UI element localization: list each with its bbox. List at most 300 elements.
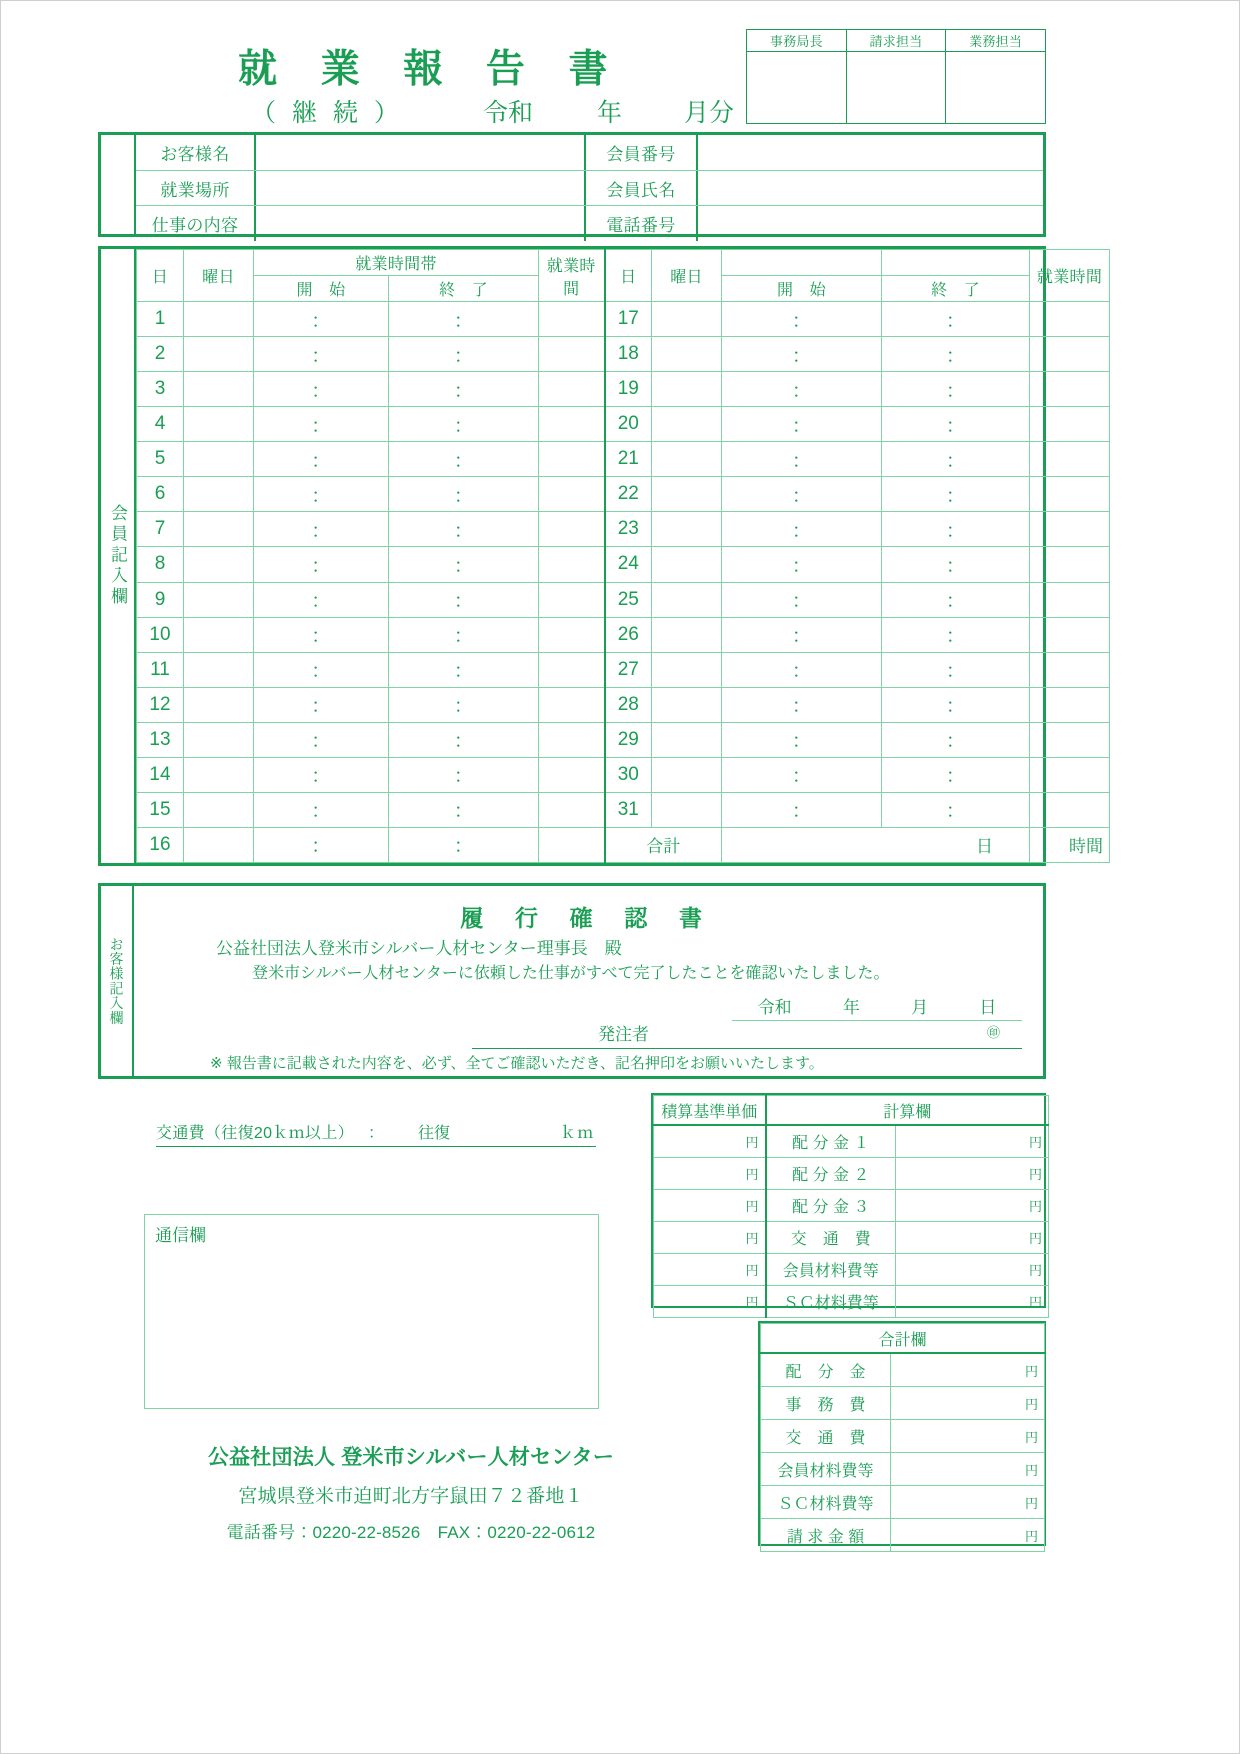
confirmation-date-month: 月 <box>911 998 929 1017</box>
calc-row <box>654 1222 1049 1254</box>
day-number-right: 27 <box>605 652 652 687</box>
end-time-input-left[interactable]: ： <box>389 827 539 862</box>
end-time-input-left[interactable]: ： <box>389 547 539 582</box>
end-time-input-right[interactable]: ： <box>882 302 1030 337</box>
work-hours-input-left[interactable] <box>539 757 605 792</box>
weekday-input-left[interactable] <box>184 547 254 582</box>
start-time-input-right[interactable]: ： <box>722 652 882 687</box>
end-time-input-left[interactable]: ： <box>389 302 539 337</box>
label-customer-name: お客様名 <box>136 135 256 170</box>
orderer-label: 発注者 <box>598 1025 649 1044</box>
day-number-right: 17 <box>605 302 652 337</box>
subtitle-continued: （ 継 続 ） <box>251 99 404 127</box>
approval-column-director <box>747 30 847 123</box>
approval-label-director: 事務局長 <box>747 30 846 52</box>
end-time-input-right[interactable]: ： <box>882 757 1030 792</box>
customer-row-1 <box>136 135 1043 170</box>
header-end-right: 終 了 <box>882 276 1030 302</box>
totals-header-row <box>761 1324 1045 1354</box>
table-row <box>137 372 1110 407</box>
work-hours-input-left[interactable] <box>539 652 605 687</box>
day-number-right: 18 <box>605 337 652 372</box>
end-time-input-right[interactable]: ： <box>882 512 1030 547</box>
weekday-input-right[interactable] <box>652 477 722 512</box>
approval-column-billing <box>847 30 947 123</box>
table-row <box>137 687 1110 722</box>
weekday-input-right[interactable] <box>652 407 722 442</box>
end-time-input-right[interactable]: ： <box>882 617 1030 652</box>
weekday-input-right[interactable] <box>652 687 722 722</box>
totals-row <box>761 1486 1045 1519</box>
start-time-input-right[interactable]: ： <box>722 337 882 372</box>
calc-unit-price-input[interactable]: 円 <box>654 1254 766 1286</box>
work-hours-input-left[interactable] <box>539 792 605 827</box>
page-title: 就 業 報 告 書 <box>238 48 624 91</box>
totals-row <box>761 1387 1045 1420</box>
approval-stamp-area-director[interactable] <box>747 52 846 123</box>
weekday-input-right[interactable] <box>652 302 722 337</box>
table-row <box>137 617 1110 652</box>
period-row <box>471 95 761 127</box>
work-hours-input-right[interactable] <box>1030 687 1110 722</box>
work-hours-input-right[interactable] <box>1030 302 1110 337</box>
weekday-input-left[interactable] <box>184 827 254 862</box>
start-time-input-left[interactable]: ： <box>254 582 389 617</box>
totals-row-label: ＳＣ材料費等 <box>761 1486 891 1519</box>
day-number-left: 5 <box>137 442 184 477</box>
header-workhours-right: 就業時間 <box>1030 250 1110 302</box>
start-time-input-right[interactable]: ： <box>722 757 882 792</box>
start-time-input-left[interactable]: ： <box>254 792 389 827</box>
end-time-input-right[interactable]: ： <box>882 477 1030 512</box>
start-time-input-right[interactable]: ： <box>722 617 882 652</box>
end-time-input-right[interactable]: ： <box>882 442 1030 477</box>
work-hours-input-left[interactable] <box>539 407 605 442</box>
day-number-left: 4 <box>137 407 184 442</box>
end-time-input-left[interactable]: ： <box>389 722 539 757</box>
end-time-input-right[interactable]: ： <box>882 792 1030 827</box>
start-time-input-right[interactable]: ： <box>722 407 882 442</box>
header-weekday-right: 曜日 <box>652 250 722 302</box>
label-job-content: 仕事の内容 <box>136 206 256 241</box>
end-time-input-right[interactable]: ： <box>882 372 1030 407</box>
end-time-input-left[interactable]: ： <box>389 582 539 617</box>
totals-header <box>761 1324 1045 1354</box>
table-row <box>137 337 1110 372</box>
weekday-input-left[interactable] <box>184 792 254 827</box>
memo-label: 通信欄 <box>155 1226 206 1245</box>
attendance-table-block <box>98 246 1104 866</box>
total-hours-value[interactable]: 時間 <box>1030 827 1110 862</box>
totals-amount-input[interactable]: 円 <box>891 1420 1045 1453</box>
calc-unit-price-input[interactable]: 円 <box>654 1190 766 1222</box>
completion-confirmation-block <box>98 883 1046 1079</box>
calc-unit-price-input[interactable]: 円 <box>654 1222 766 1254</box>
weekday-input-left[interactable] <box>184 757 254 792</box>
day-number-left: 3 <box>137 372 184 407</box>
work-hours-input-left[interactable] <box>539 582 605 617</box>
day-number-right: 20 <box>605 407 652 442</box>
calc-row <box>654 1190 1049 1222</box>
calc-amount-input[interactable]: 円 <box>896 1286 1049 1318</box>
weekday-input-left[interactable] <box>184 512 254 547</box>
end-time-input-left[interactable]: ： <box>389 652 539 687</box>
footer-organization: 公益社団法人 登米市シルバー人材センター <box>207 1446 615 1469</box>
calculation-table-block <box>651 1093 1046 1312</box>
weekday-input-left[interactable] <box>184 652 254 687</box>
weekday-input-left[interactable] <box>184 687 254 722</box>
day-number-right: 30 <box>605 757 652 792</box>
start-time-input-left[interactable]: ： <box>254 652 389 687</box>
start-time-input-left[interactable]: ： <box>254 477 389 512</box>
weekday-input-right[interactable] <box>652 337 722 372</box>
header-end-left: 終 了 <box>389 276 539 302</box>
totals-row-label: 請 求 金 額 <box>761 1519 891 1552</box>
end-time-input-left[interactable]: ： <box>389 337 539 372</box>
work-hours-input-right[interactable] <box>1030 652 1110 687</box>
day-number-right: 22 <box>605 477 652 512</box>
end-time-input-left[interactable]: ： <box>389 477 539 512</box>
weekday-input-left[interactable] <box>184 407 254 442</box>
confirmation-date-era: 令和 <box>757 998 792 1017</box>
start-time-input-left[interactable]: ： <box>254 827 389 862</box>
totals-amount-input[interactable]: 円 <box>891 1486 1045 1519</box>
work-hours-input-right[interactable] <box>1030 512 1110 547</box>
work-hours-input-right[interactable] <box>1030 757 1110 792</box>
header-day-right: 日 <box>605 250 652 302</box>
day-number-left: 13 <box>137 722 184 757</box>
calc-amount-input[interactable]: 円 <box>896 1222 1049 1254</box>
day-number-left: 1 <box>137 302 184 337</box>
weekday-input-right[interactable] <box>652 372 722 407</box>
header-start-right-top <box>722 250 882 276</box>
attendance-header <box>137 250 1110 302</box>
transport-fee-colon: ： <box>367 1125 384 1142</box>
table-row <box>137 442 1110 477</box>
start-time-input-left[interactable]: ： <box>254 617 389 652</box>
attendance-table <box>136 249 1110 863</box>
start-time-input-right[interactable]: ： <box>722 547 882 582</box>
end-time-input-left[interactable]: ： <box>389 512 539 547</box>
calc-row-label: ＳＣ材料費等 <box>766 1286 896 1318</box>
table-row <box>137 722 1110 757</box>
calculation-table <box>653 1095 1049 1318</box>
day-number-left: 16 <box>137 827 184 862</box>
work-hours-input-right[interactable] <box>1030 337 1110 372</box>
seal-mark-icon: ㊞ <box>987 1025 1001 1040</box>
work-hours-input-right[interactable] <box>1030 582 1110 617</box>
totals-amount-input[interactable]: 円 <box>891 1453 1045 1486</box>
table-row <box>137 547 1110 582</box>
transport-fee-line[interactable] <box>156 1117 596 1147</box>
start-time-input-left[interactable]: ： <box>254 547 389 582</box>
start-time-input-right[interactable]: ： <box>722 792 882 827</box>
attendance-header-row-1 <box>137 250 1110 276</box>
year-label: 年 <box>597 99 623 127</box>
day-number-right: 28 <box>605 687 652 722</box>
label-member-name: 会員氏名 <box>584 171 698 206</box>
orderer-signature-line[interactable] <box>472 1020 1022 1049</box>
weekday-input-right[interactable] <box>652 512 722 547</box>
calc-header-calc-column: 計算欄 <box>766 1096 1049 1126</box>
attendance-grid <box>134 249 1104 863</box>
day-number-right: 29 <box>605 722 652 757</box>
work-hours-input-right[interactable] <box>1030 477 1110 512</box>
weekday-input-left[interactable] <box>184 582 254 617</box>
weekday-input-left[interactable] <box>184 477 254 512</box>
confirmation-body-text: 登米市シルバー人材センターに依頼した仕事がすべて完了したことを確認いたしました。 <box>252 965 890 982</box>
customer-row-2 <box>136 170 1043 206</box>
work-hours-input-left[interactable] <box>539 442 605 477</box>
day-number-right: 31 <box>605 792 652 827</box>
attendance-body <box>137 302 1110 863</box>
weekday-input-right[interactable] <box>652 442 722 477</box>
day-number-left: 9 <box>137 582 184 617</box>
input-member-number[interactable] <box>698 135 1043 170</box>
table-row <box>137 302 1110 337</box>
work-hours-input-right[interactable] <box>1030 722 1110 757</box>
confirmation-date-year: 年 <box>842 998 860 1017</box>
totals-row-label: 配 分 金 <box>761 1353 891 1387</box>
work-hours-input-left[interactable] <box>539 337 605 372</box>
weekday-input-left[interactable] <box>184 442 254 477</box>
start-time-input-left[interactable]: ： <box>254 722 389 757</box>
work-hours-input-left[interactable] <box>539 512 605 547</box>
weekday-input-left[interactable] <box>184 617 254 652</box>
calculation-body <box>654 1125 1049 1318</box>
end-time-input-right[interactable]: ： <box>882 547 1030 582</box>
input-phone-number[interactable] <box>698 206 1043 241</box>
totals-table-block <box>758 1321 1046 1546</box>
weekday-input-left[interactable] <box>184 302 254 337</box>
confirmation-side-label <box>101 886 134 1076</box>
calc-row <box>654 1125 1049 1158</box>
total-days-value[interactable]: 日 <box>722 827 1030 862</box>
day-number-left: 8 <box>137 547 184 582</box>
day-number-right: 25 <box>605 582 652 617</box>
weekday-input-right[interactable] <box>652 722 722 757</box>
calc-row <box>654 1286 1049 1318</box>
table-row <box>137 652 1110 687</box>
work-hours-input-left[interactable] <box>539 617 605 652</box>
end-time-input-left[interactable]: ： <box>389 757 539 792</box>
calc-row-label: 交 通 費 <box>766 1222 896 1254</box>
work-hours-input-right[interactable] <box>1030 617 1110 652</box>
start-time-input-left[interactable]: ： <box>254 407 389 442</box>
transport-roundtrip-label: 往復 <box>417 1125 450 1142</box>
label-work-location: 就業場所 <box>136 171 256 206</box>
totals-row <box>761 1420 1045 1453</box>
totals-table <box>760 1323 1045 1552</box>
input-work-location[interactable] <box>256 171 584 206</box>
totals-amount-input[interactable]: 円 <box>891 1387 1045 1420</box>
calculation-header <box>654 1096 1049 1126</box>
table-row <box>137 792 1110 827</box>
calc-amount-input[interactable]: 円 <box>896 1158 1049 1190</box>
start-time-input-right[interactable]: ： <box>722 512 882 547</box>
calc-header-unit-price: 積算基準単価 <box>654 1096 766 1126</box>
totals-row <box>761 1453 1045 1486</box>
work-hours-input-left[interactable] <box>539 687 605 722</box>
weekday-input-right[interactable] <box>652 792 722 827</box>
day-number-left: 12 <box>137 687 184 722</box>
customer-row-3 <box>136 205 1043 241</box>
weekday-input-right[interactable] <box>652 617 722 652</box>
calc-row-label: 配 分 金 ３ <box>766 1190 896 1222</box>
totals-row-label: 会員材料費等 <box>761 1453 891 1486</box>
weekday-input-right[interactable] <box>652 757 722 792</box>
totals-amount-input[interactable]: 円 <box>891 1353 1045 1387</box>
weekday-input-right[interactable] <box>652 652 722 687</box>
label-member-number: 会員番号 <box>584 135 698 170</box>
confirmation-note: ※ 報告書に記載された内容を、必ず、全てご確認いただき、記名押印をお願いいたします。 <box>210 1055 824 1072</box>
calc-row-label: 会員材料費等 <box>766 1254 896 1286</box>
confirmation-addressee: 公益社団法人登米市シルバー人材センター理事長 殿 <box>216 939 622 958</box>
start-time-input-right[interactable]: ： <box>722 687 882 722</box>
totals-row <box>761 1353 1045 1387</box>
approval-stamp-area-operations[interactable] <box>946 52 1045 123</box>
start-time-input-right[interactable]: ： <box>722 477 882 512</box>
end-time-input-right[interactable]: ： <box>882 687 1030 722</box>
approval-stamp-area-billing[interactable] <box>847 52 946 123</box>
start-time-input-left[interactable]: ： <box>254 337 389 372</box>
header-end-right-top <box>882 250 1030 276</box>
end-time-input-left[interactable]: ： <box>389 617 539 652</box>
confirmation-date-line[interactable] <box>732 990 1022 1021</box>
calc-row-label: 配 分 金 ２ <box>766 1158 896 1190</box>
calculation-header-row <box>654 1096 1049 1126</box>
day-number-right: 19 <box>605 372 652 407</box>
approval-column-operations <box>946 30 1045 123</box>
end-time-input-right[interactable]: ： <box>882 722 1030 757</box>
work-hours-input-right[interactable] <box>1030 792 1110 827</box>
weekday-input-left[interactable] <box>184 372 254 407</box>
work-hours-input-right[interactable] <box>1030 442 1110 477</box>
input-member-name[interactable] <box>698 171 1043 206</box>
work-hours-input-right[interactable] <box>1030 407 1110 442</box>
weekday-input-right[interactable] <box>652 547 722 582</box>
start-time-input-left[interactable]: ： <box>254 757 389 792</box>
day-number-left: 11 <box>137 652 184 687</box>
work-hours-input-right[interactable] <box>1030 372 1110 407</box>
calc-row <box>654 1254 1049 1286</box>
attendance-side-label <box>101 249 134 863</box>
start-time-input-right[interactable]: ： <box>722 582 882 617</box>
work-hours-input-right[interactable] <box>1030 547 1110 582</box>
end-time-input-right[interactable]: ： <box>882 652 1030 687</box>
day-number-left: 15 <box>137 792 184 827</box>
calc-unit-price-input[interactable]: 円 <box>654 1125 766 1158</box>
work-hours-input-left[interactable] <box>539 827 605 862</box>
work-hours-input-left[interactable] <box>539 372 605 407</box>
table-row <box>137 757 1110 792</box>
day-number-right: 21 <box>605 442 652 477</box>
end-time-input-right[interactable]: ： <box>882 337 1030 372</box>
calc-row-label: 配 分 金 １ <box>766 1125 896 1158</box>
table-row <box>137 827 1110 862</box>
start-time-input-left[interactable]: ： <box>254 302 389 337</box>
day-number-left: 10 <box>137 617 184 652</box>
weekday-input-left[interactable] <box>184 722 254 757</box>
approval-label-operations: 業務担当 <box>946 30 1045 52</box>
table-row <box>137 582 1110 617</box>
input-job-content[interactable] <box>256 206 584 241</box>
day-number-left: 14 <box>137 757 184 792</box>
totals-row <box>761 1519 1045 1552</box>
totals-row-label: 交 通 費 <box>761 1420 891 1453</box>
footer-telephone: 電話番号：0220-22-8526 FAX：0220-22-0612 <box>226 1523 596 1542</box>
weekday-input-left[interactable] <box>184 337 254 372</box>
input-customer-name[interactable] <box>256 135 584 170</box>
work-hours-input-left[interactable] <box>539 722 605 757</box>
end-time-input-left[interactable]: ： <box>389 407 539 442</box>
memo-box[interactable] <box>144 1214 599 1409</box>
label-phone-number: 電話番号 <box>584 206 698 241</box>
end-time-input-left[interactable]: ： <box>389 687 539 722</box>
confirmation-title: 履 行 確 認 書 <box>460 905 715 931</box>
weekday-input-right[interactable] <box>652 582 722 617</box>
day-number-right: 23 <box>605 512 652 547</box>
footer-block <box>131 1441 691 1543</box>
totals-amount-input[interactable]: 円 <box>891 1519 1045 1552</box>
day-number-left: 2 <box>137 337 184 372</box>
start-time-input-left[interactable]: ： <box>254 687 389 722</box>
end-time-input-left[interactable]: ： <box>389 792 539 827</box>
header-workhours-left: 就業時間 <box>539 250 605 302</box>
day-number-right: 26 <box>605 617 652 652</box>
approval-stamp-box <box>746 29 1046 124</box>
start-time-input-right[interactable]: ： <box>722 722 882 757</box>
start-time-input-right[interactable]: ： <box>722 442 882 477</box>
header-day-left: 日 <box>137 250 184 302</box>
day-number-left: 6 <box>137 477 184 512</box>
header-timeband-left: 就業時間帯 <box>254 250 539 276</box>
end-time-input-right[interactable]: ： <box>882 582 1030 617</box>
start-time-input-left[interactable]: ： <box>254 372 389 407</box>
calc-amount-input[interactable]: 円 <box>896 1190 1049 1222</box>
start-time-input-right[interactable]: ： <box>722 302 882 337</box>
work-hours-input-left[interactable] <box>539 302 605 337</box>
calc-amount-input[interactable]: 円 <box>896 1125 1049 1158</box>
customer-info-block <box>98 132 1046 237</box>
table-row <box>137 477 1110 512</box>
confirmation-body <box>132 886 1043 1076</box>
month-label: 月分 <box>684 99 735 127</box>
transport-fee-label: 交通費（往復20ｋｍ以上） <box>156 1125 354 1142</box>
calc-unit-price-input[interactable]: 円 <box>654 1158 766 1190</box>
start-time-input-right[interactable]: ： <box>722 372 882 407</box>
confirmation-date-day: 日 <box>979 998 997 1017</box>
end-time-input-right[interactable]: ： <box>882 407 1030 442</box>
day-number-right: 24 <box>605 547 652 582</box>
work-hours-input-left[interactable] <box>539 547 605 582</box>
table-row <box>137 512 1110 547</box>
table-row <box>137 407 1110 442</box>
footer-address: 宮城県登米市迫町北方字鼠田７２番地１ <box>238 1486 584 1507</box>
header-start-right: 開 始 <box>722 276 882 302</box>
totals-header-label: 合計欄 <box>761 1324 1045 1354</box>
calc-amount-input[interactable]: 円 <box>896 1254 1049 1286</box>
end-time-input-left[interactable]: ： <box>389 442 539 477</box>
totals-row-label: 事 務 費 <box>761 1387 891 1420</box>
confirmation-side-label-text: お客様記入欄 <box>108 936 125 1026</box>
calc-unit-price-input[interactable]: 円 <box>654 1286 766 1318</box>
end-time-input-left[interactable]: ： <box>389 372 539 407</box>
work-hours-input-left[interactable] <box>539 477 605 512</box>
start-time-input-left[interactable]: ： <box>254 512 389 547</box>
start-time-input-left[interactable]: ： <box>254 442 389 477</box>
header-start-left: 開 始 <box>254 276 389 302</box>
